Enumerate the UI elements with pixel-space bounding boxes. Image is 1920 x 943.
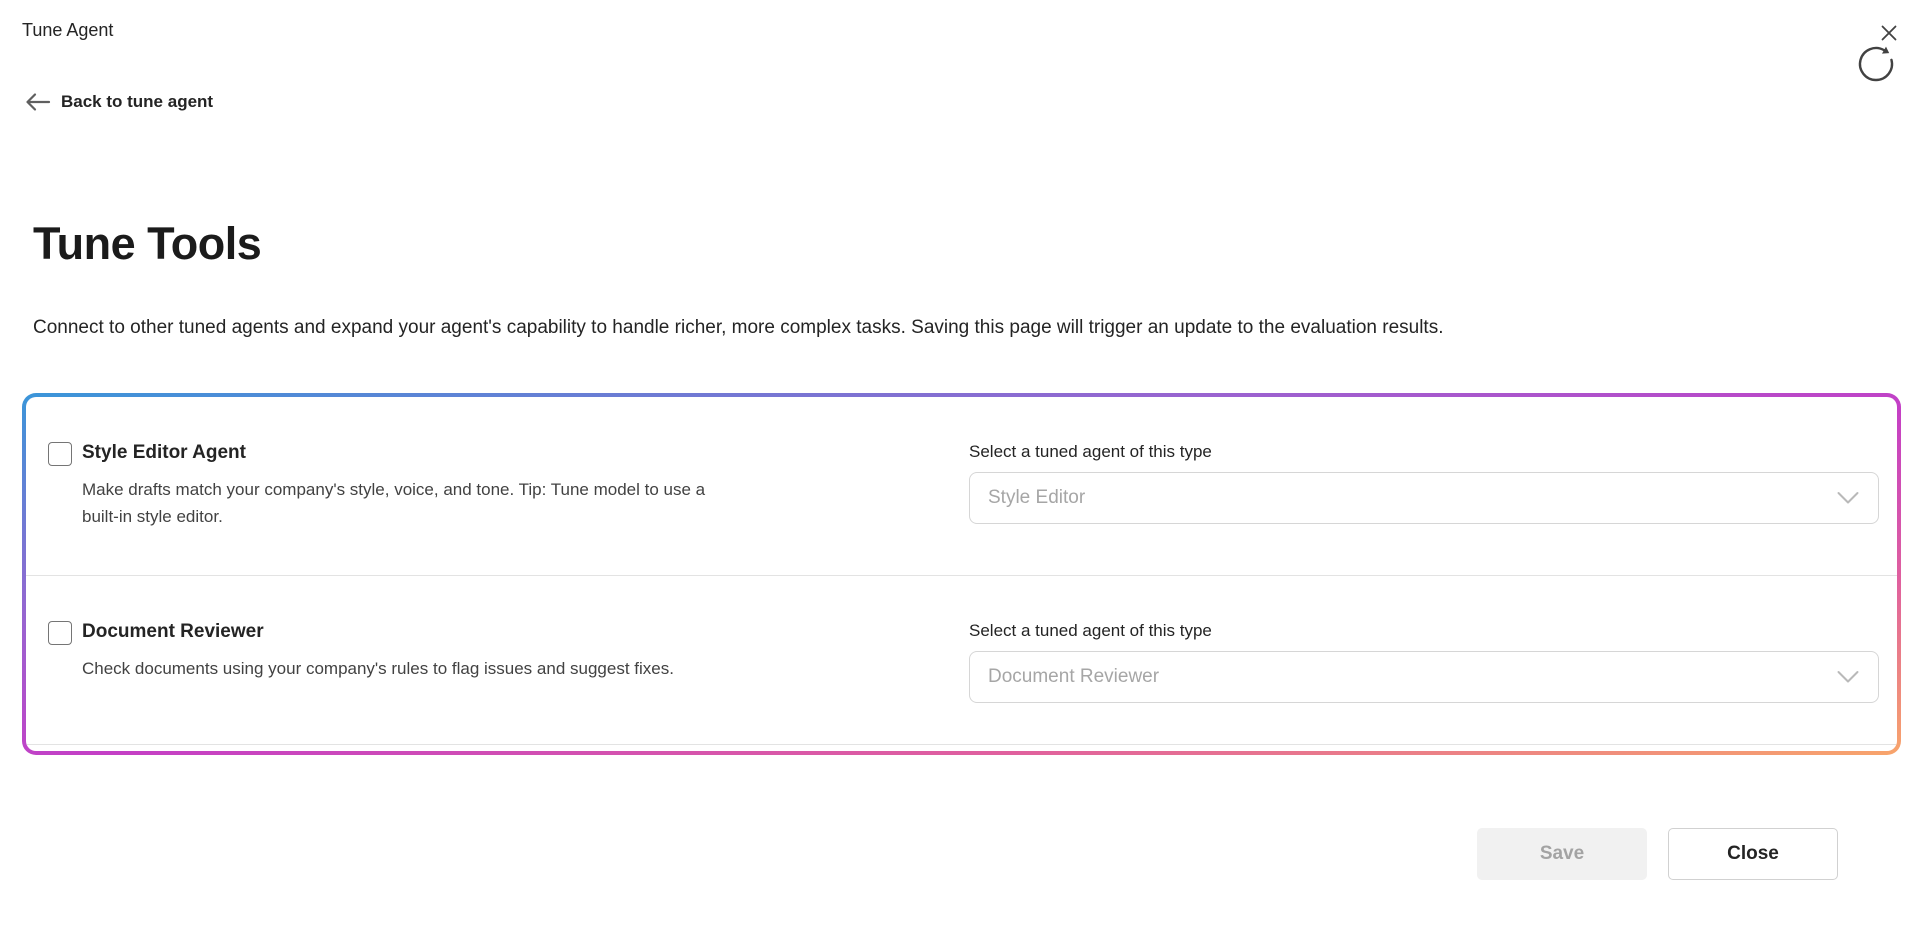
document-reviewer-checkbox[interactable]	[48, 621, 72, 645]
style-editor-agent-checkbox[interactable]	[48, 442, 72, 466]
page-description: Connect to other tuned agents and expand your agent's capability to handle richer, more complex tasks. Saving this page will trigger an update to the evaluation results.	[33, 317, 1444, 338]
style-editor-agent-select[interactable]	[969, 472, 1879, 524]
tool-info	[82, 441, 737, 530]
tools-card	[22, 393, 1901, 755]
close-button[interactable]: Close	[1668, 828, 1838, 880]
tool-name: Document Reviewer	[82, 621, 264, 642]
tool-info	[82, 620, 737, 682]
top-controls	[1855, 22, 1900, 84]
arrow-left-icon	[24, 92, 51, 112]
tool-row-document-reviewer	[26, 576, 1897, 745]
tool-row-style-editor-agent	[26, 397, 1897, 576]
select-placeholder: Document Reviewer	[988, 666, 1160, 687]
footer-actions	[1477, 828, 1838, 880]
page-heading: Tune Tools	[33, 218, 262, 269]
select-label: Select a tuned agent of this type	[969, 621, 1212, 640]
chevron-down-icon	[1836, 491, 1860, 505]
document-reviewer-select[interactable]	[969, 651, 1879, 703]
refresh-icon[interactable]	[1855, 38, 1899, 84]
save-button[interactable]: Save	[1477, 828, 1647, 880]
back-link-label: Back to tune agent	[61, 92, 214, 111]
tool-description: Make drafts match your company's style, voice, and tone. Tip: Tune model to use a built-in style editor.	[82, 480, 706, 526]
tool-description: Check documents using your company's rules to flag issues and suggest fixes.	[82, 659, 674, 678]
select-placeholder: Style Editor	[988, 487, 1086, 508]
window-title: Tune Agent	[22, 20, 114, 40]
tool-name: Style Editor Agent	[82, 442, 246, 463]
back-link[interactable]	[24, 92, 213, 112]
tool-select-column	[969, 620, 1879, 703]
tool-select-column	[969, 441, 1879, 524]
select-label: Select a tuned agent of this type	[969, 442, 1212, 461]
chevron-down-icon	[1836, 670, 1860, 684]
tools-card-inner	[26, 397, 1897, 751]
